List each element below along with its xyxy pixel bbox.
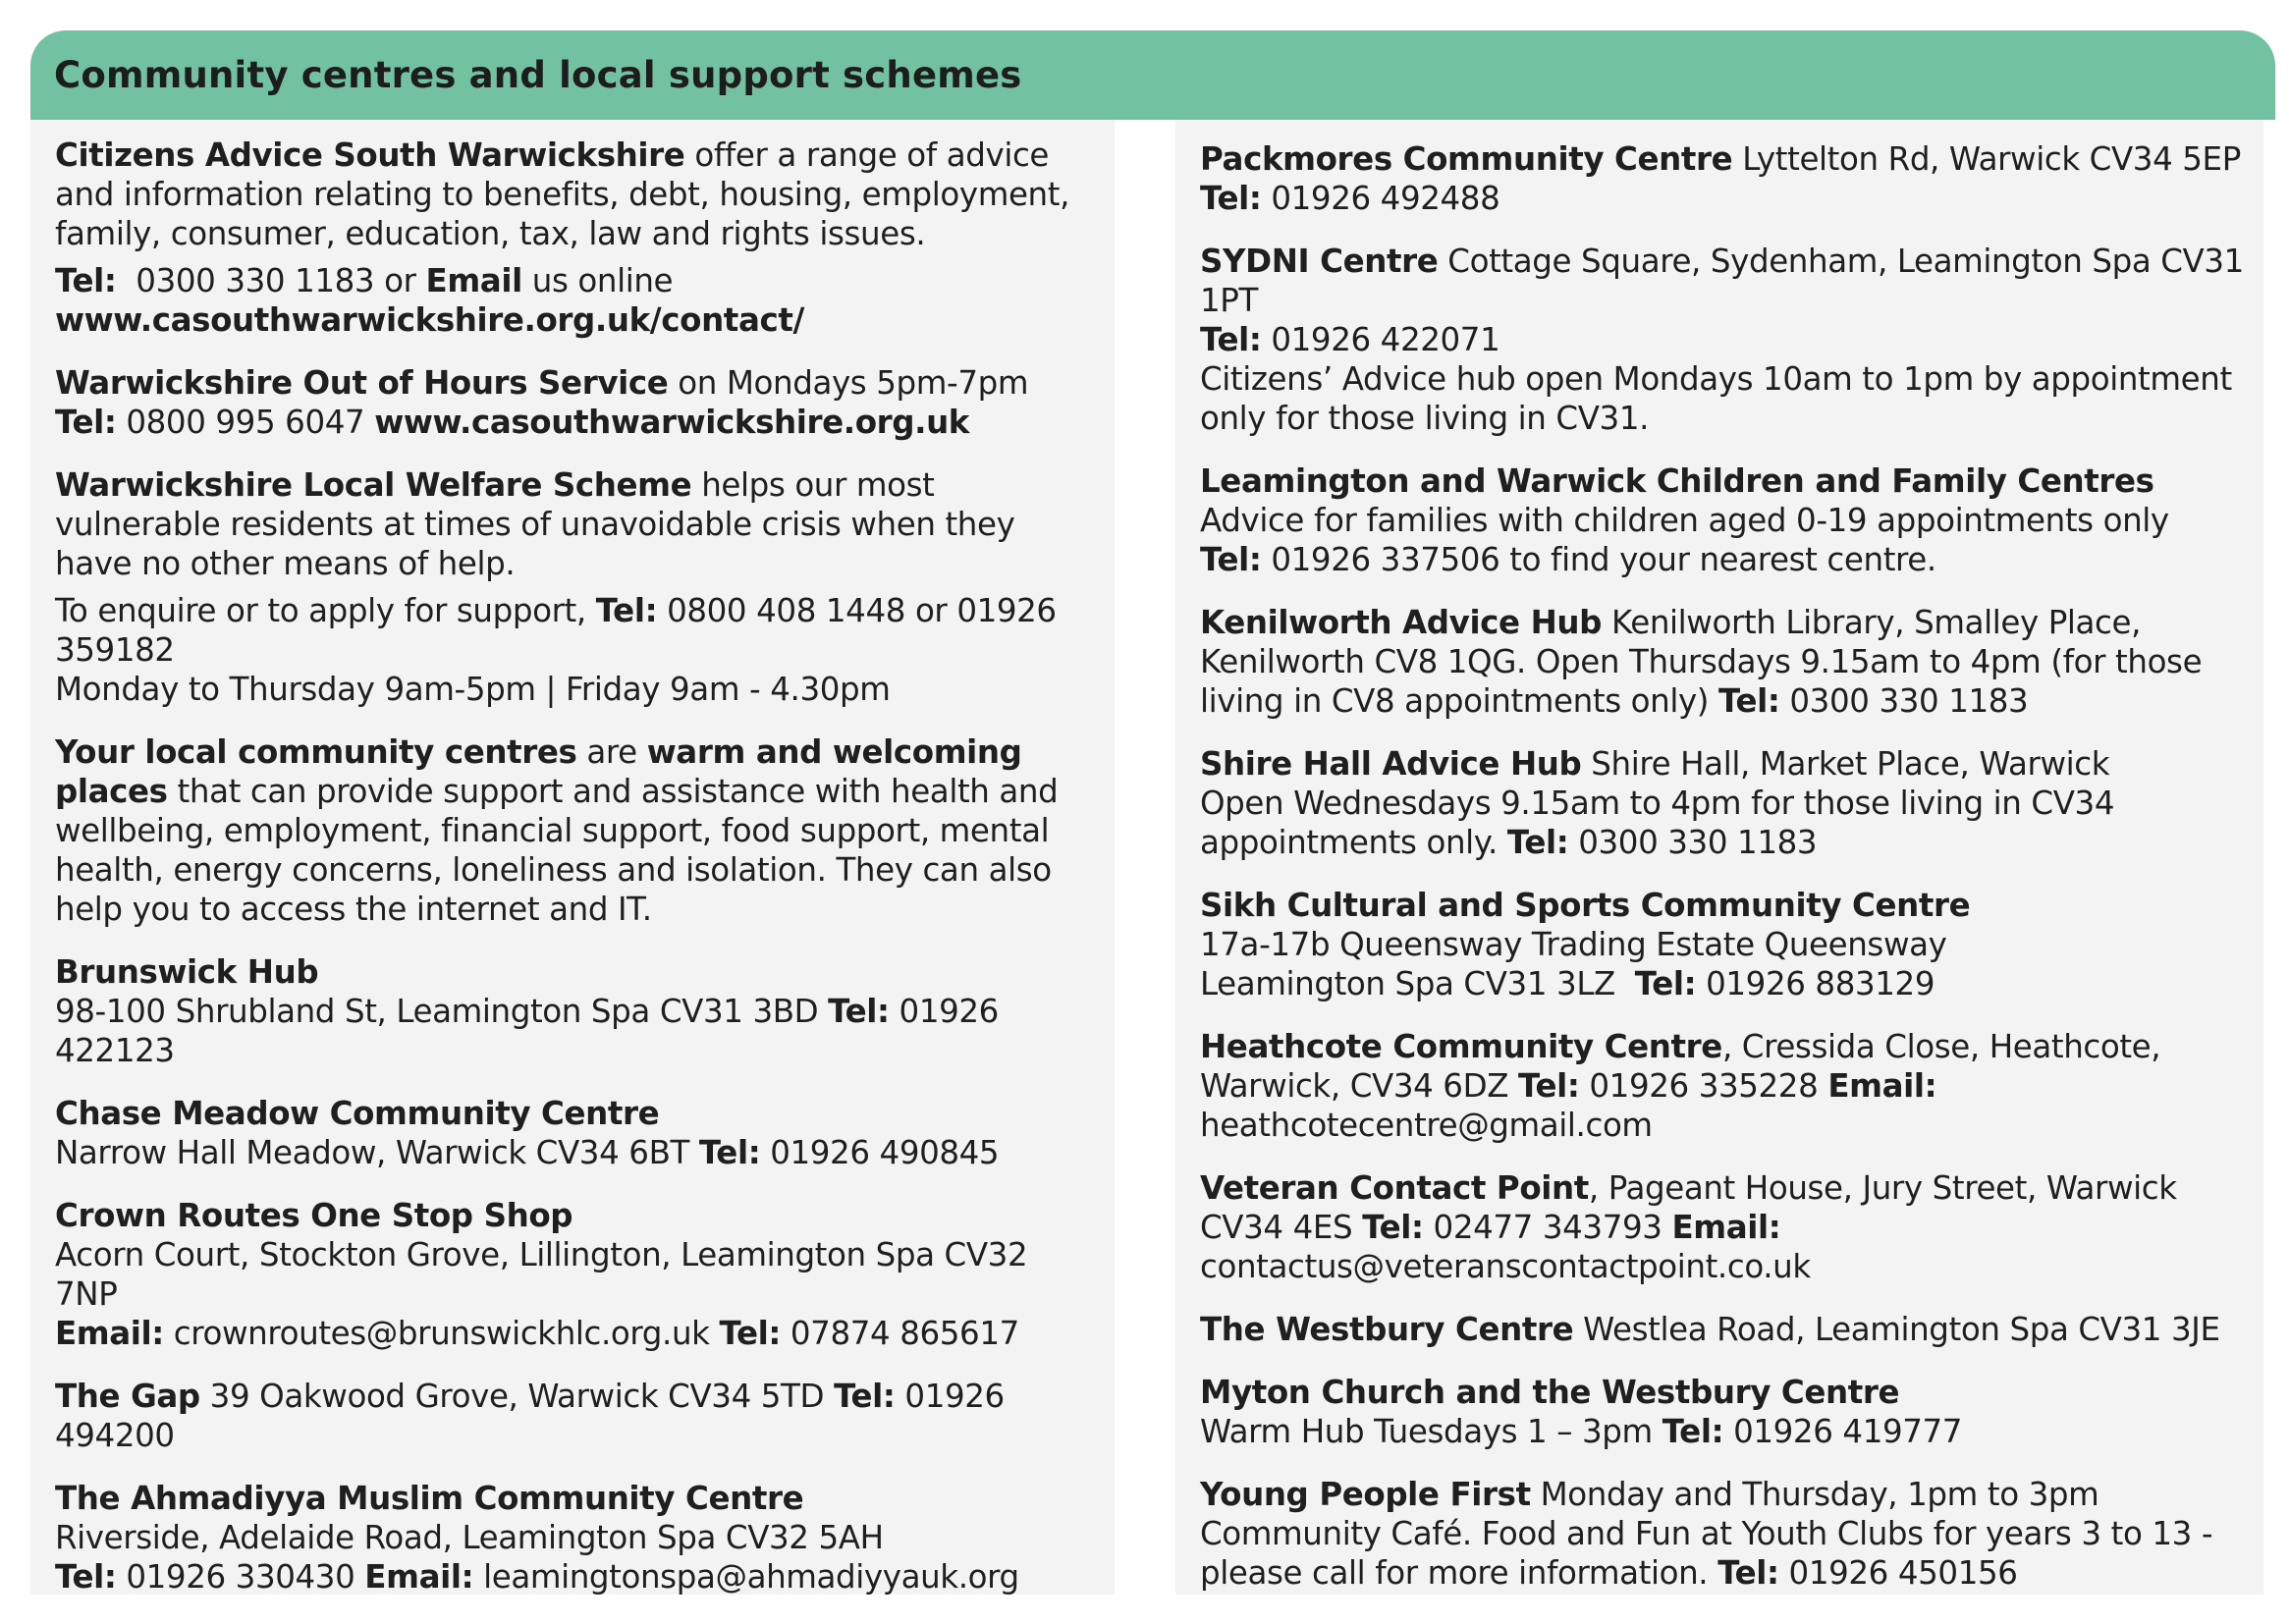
entry-name: Your local community centres [55,733,577,771]
phone-number: 0300 330 1183 [1779,682,2029,720]
email-address[interactable]: contactus@veteranscontactpoint.co.uk [1200,1248,1811,1285]
entry-sikh-centre: Sikh Cultural and Sports Community Centre 17a-17b Queensway Trading Estate Queensway Leamington Spa CV31 3LZ Tel: 01926 883129 [1200,887,1971,1002]
entry-veteran-contact-point: Veteran Contact Point, Pageant House, Jury Street, Warwick CV34 4ES Tel: 02477 343793 Email: contactus@veteranscontactpoint.co.uk [1200,1169,2177,1285]
entry-name: Chase Meadow Community Centre [55,1095,660,1132]
entry-chase-meadow: Chase Meadow Community Centre Narrow Hall Meadow, Warwick CV34 6BT Tel: 01926 490845 [55,1095,1000,1171]
address: 39 Oakwood Grove, Warwick CV34 5TD [199,1378,835,1415]
entry-local-welfare-scheme: Warwickshire Local Welfare Scheme helps our most vulnerable residents at times of unavoidable crisis when they have no other means of help. To enquire or to apply for support, Tel: 0800 408 1448 or 01926 359182 Monday to Thursday 9am-5pm | Friday 9am - 4.30pm [55,466,1057,708]
address: 17a-17b Queensway Trading Estate Queensway [1200,926,1947,963]
entry-crown-routes: Crown Routes One Stop Shop Acorn Court, Stockton Grove, Lillington, Leamington Spa CV32 7NP Email: crownroutes@brunswickhlc.org.uk Tel: 07874 865617 [55,1197,1028,1352]
address: Acorn Court, Stockton Grove, Lillington, Leamington Spa CV32 7NP [55,1236,1028,1313]
entry-name: Veteran Contact Point [1200,1169,1589,1207]
phone-number: 0800 995 6047 [116,404,375,441]
phone-number: 01926 422123 [55,993,999,1069]
entry-name: The Westbury Centre [1200,1311,1574,1348]
phone-number: 01926 419777 [1723,1413,1963,1450]
website-link[interactable]: www.casouthwarwickshire.org.uk/contact/ [55,301,804,339]
entry-name: Crown Routes One Stop Shop [55,1197,573,1234]
address: 98-100 Shrubland St, Leamington Spa CV31 3BD [55,993,829,1030]
phone-number: 0300 330 1183 or [116,262,426,299]
address: Riverside, Adelaide Road, Leamington Spa CV32 5AH [55,1519,884,1556]
address: Cottage Square, Sydenham, Leamington Spa CV31 1PT [1200,243,2244,319]
entry-local-community-centres: Your local community centres are warm and welcoming places that can provide support and assistance with health and wellbeing, employment, financial support, food support, mental health, energy concerns, loneliness and isolation. They can also help you to access the internet and IT. [55,733,1059,928]
entry-name: Brunswick Hub [55,953,319,991]
entry-brunswick-hub: Brunswick Hub 98-100 Shrubland St, Leamington Spa CV31 3BD Tel: 01926 422123 [55,953,999,1069]
phone-number: 0800 408 1448 or 01926 359182 [55,592,1057,669]
entry-name: Warwickshire Local Welfare Scheme [55,466,692,504]
email-address[interactable]: leamingtonspa@ahmadiyyauk.org [473,1558,1019,1596]
right-column [1175,120,2263,1595]
phone-number: 01926 490845 [760,1134,1000,1171]
entry-name: Citizens Advice South Warwickshire [55,136,685,174]
phone-number: 01926 492488 [1261,180,1500,217]
phone-number: 07874 865617 [780,1315,1019,1352]
phone-number: 01926 337506 to find your nearest centre. [1261,541,1936,578]
section-header [30,30,2275,120]
phone-number: 01926 335228 [1579,1067,1828,1105]
phone-number: 01926 494200 [55,1378,1005,1454]
phone-number: 01926 450156 [1778,1554,2018,1592]
entry-name: Sikh Cultural and Sports Community Centre [1200,887,1971,924]
entry-sydni: SYDNI Centre Cottage Square, Sydenham, Leamington Spa CV31 1PT Tel: 01926 422071 Citizens’ Advice hub open Mondays 10am to 1pm by appointment only for those living in CV31. [1200,243,2244,437]
address: Leamington Spa CV31 3LZ [1200,965,1635,1002]
entry-children-family-centres: Leamington and Warwick Children and Family Centres Advice for families with children aged 0-19 appointments only Tel: 01926 337506 to find your nearest centre. [1200,462,2169,578]
phone-number: 01926 422071 [1261,321,1500,358]
left-column [30,120,1115,1595]
address: , Pageant House, Jury Street, Warwick CV34 4ES [1200,1169,2177,1246]
address: Westlea Road, Leamington Spa CV31 3JE [1573,1311,2220,1348]
entry-note: Citizens’ Advice hub open Mondays 10am to 1pm by appointment only for those living in CV31. [1200,360,2232,437]
entry-young-people-first: Young People First Monday and Thursday, 1pm to 3pm Community Café. Food and Fun at Youth Clubs for years 3 to 13 - please call for more information. Tel: 01926 450156 [1200,1476,2213,1592]
entry-name: Packmores Community Centre [1200,140,1733,178]
email-address[interactable]: heathcotecentre@gmail.com [1200,1107,1653,1144]
section-title: Community centres and local support schemes [54,54,1022,96]
entry-name: SYDNI Centre [1200,243,1439,280]
phone-number: 02477 343793 [1423,1209,1672,1246]
entry-name: Myton Church and the Westbury Centre [1200,1374,1900,1411]
entry-heathcote: Heathcote Community Centre, Cressida Close, Heathcote, Warwick, CV34 6DZ Tel: 01926 335228 Email: heathcotecentre@gmail.com [1200,1028,2161,1144]
entry-myton-church: Myton Church and the Westbury Centre Warm Hub Tuesdays 1 – 3pm Tel: 01926 419777 [1200,1374,1963,1450]
entry-name: Kenilworth Advice Hub [1200,604,1603,641]
entry-kenilworth-hub: Kenilworth Advice Hub Kenilworth Library, Smalley Place, Kenilworth CV8 1QG. Open Thursdays 9.15am to 4pm (for those living in CV8 appointments only) Tel: 0300 330 1183 [1200,604,2203,720]
address: Shire Hall, Market Place, Warwick [1581,745,2110,783]
entry-ahmadiyya: The Ahmadiyya Muslim Community Centre Riverside, Adelaide Road, Leamington Spa CV32 5AH Tel: 01926 330430 Email: leamingtonspa@ahmadiyyauk.org [55,1480,1019,1596]
address: Narrow Hall Meadow, Warwick CV34 6BT [55,1134,699,1171]
entry-name: Heathcote Community Centre [1200,1028,1722,1065]
address: Lyttelton Rd, Warwick CV34 5EP [1732,140,2241,178]
entry-out-of-hours: Warwickshire Out of Hours Service on Mondays 5pm-7pm Tel: 0800 995 6047 www.casouthwarwickshire.org.uk [55,364,1029,441]
entry-name: Shire Hall Advice Hub [1200,745,1582,783]
entry-citizens-advice: Citizens Advice South Warwickshire offer a range of advice and information relating to benefits, debt, housing, employment, family, consumer, education, tax, law and rights issues. Tel: 0300 330 1183 or Email us online www.casouthwarwickshire.org.uk/contact/ [55,136,1070,339]
website-link[interactable]: www.casouthwarwickshire.org.uk [374,404,970,441]
phone-number: 01926 883129 [1696,965,1935,1002]
entry-the-gap: The Gap 39 Oakwood Grove, Warwick CV34 5TD Tel: 01926 494200 [55,1378,1005,1454]
address: , Cressida Close, Heathcote, Warwick, CV34 6DZ [1200,1028,2161,1105]
entry-shire-hall: Shire Hall Advice Hub Shire Hall, Market Place, Warwick Open Wednesdays 9.15am to 4pm for those living in CV34 appointments only. Tel: 0300 330 1183 [1200,745,2115,861]
entry-name: The Gap [55,1378,200,1415]
entry-name: Leamington and Warwick Children and Family Centres [1200,462,2154,500]
opening-hours: Monday to Thursday 9am-5pm | Friday 9am - 4.30pm [55,671,891,708]
phone-number: 0300 330 1183 [1568,824,1818,861]
entry-name: Young People First [1200,1476,1531,1513]
entry-westbury-centre [1200,1310,2256,1349]
phone-number: 01926 330430 [116,1558,365,1596]
email-address[interactable]: crownroutes@brunswickhlc.org.uk [163,1315,720,1352]
entry-name: The Ahmadiyya Muslim Community Centre [55,1480,804,1517]
entry-packmores: Packmores Community Centre Lyttelton Rd, Warwick CV34 5EP Tel: 01926 492488 [1200,140,2241,217]
entry-name: Warwickshire Out of Hours Service [55,364,669,402]
